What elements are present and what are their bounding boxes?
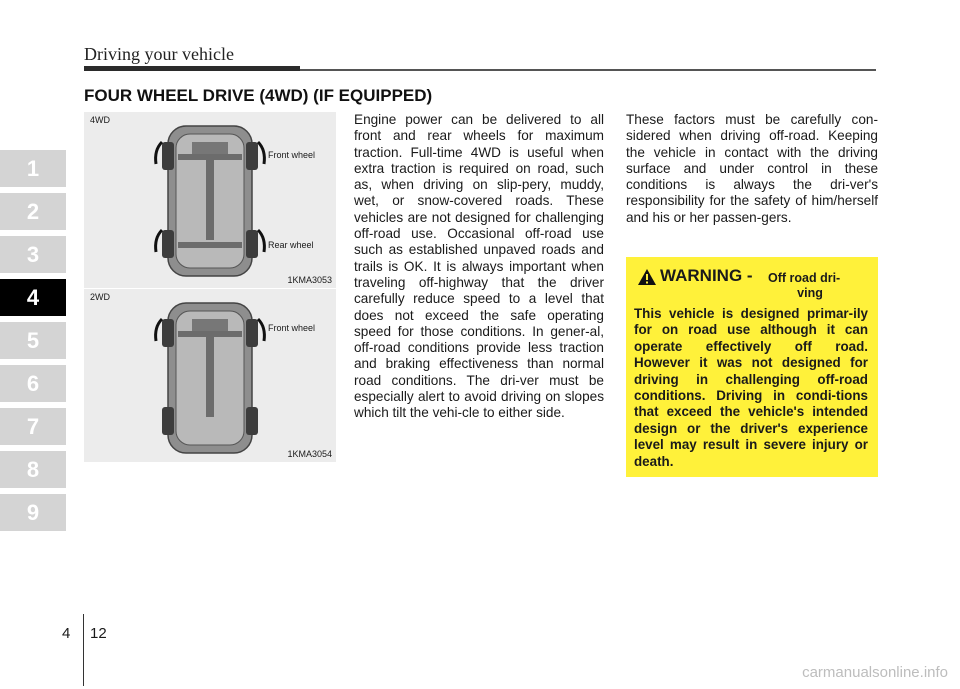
- header-rule-thick: [84, 66, 300, 71]
- figure-code: 1KMA3054: [287, 449, 332, 459]
- warning-triangle-icon: [638, 269, 656, 285]
- figure-label: 4WD: [90, 115, 110, 125]
- warning-box: [626, 257, 878, 477]
- warning-subtitle: Off road dri-: [768, 271, 841, 285]
- section-title: FOUR WHEEL DRIVE (4WD) (IF EQUIPPED): [84, 86, 433, 105]
- figure-code: 1KMA3053: [287, 275, 332, 285]
- chapter-tab-7[interactable]: 7: [0, 408, 66, 445]
- header-title: Driving your vehicle: [84, 44, 234, 64]
- front-wheel-callout: Front wheel: [268, 150, 316, 160]
- page-number: 12: [90, 625, 107, 642]
- warning-text: This vehicle is designed primar-ily for on road use although it can operate effectively off road. However it was not designed for driving in challenging off-road conditions. Driving in condi-tions that exceed the vehicle's intended design or the driver's experience level may result in severe injury or death.: [634, 306, 868, 469]
- chapter-tab-6[interactable]: 6: [0, 365, 66, 402]
- car-topview-4wd-illustration: [148, 120, 272, 280]
- page-chapter-number: 4: [62, 625, 71, 642]
- body-text-column-2: These factors must be carefully con-sidered when driving off-road. Keeping the vehicle in contact with the driving surface and under control in these conditions is always the dri-ver's responsibility for the safety of him/herself and his or her passen-gers.: [626, 112, 878, 225]
- warning-subtitle-continued: ving: [797, 286, 823, 300]
- chapter-tab-1[interactable]: 1: [0, 150, 66, 187]
- figure-2wd: [84, 289, 336, 462]
- front-wheel-callout: Front wheel: [268, 323, 316, 333]
- chapter-tab-3[interactable]: 3: [0, 236, 66, 273]
- header-rule-thin: [300, 69, 876, 71]
- warning-title: WARNING -: [660, 266, 753, 285]
- figure-label: 2WD: [90, 292, 110, 302]
- watermark: carmanualsonline.info: [802, 664, 948, 681]
- chapter-tab-8[interactable]: 8: [0, 451, 66, 488]
- chapter-tab-4[interactable]: 4: [0, 279, 66, 316]
- figure-4wd: [84, 112, 336, 288]
- body-text-column-1: Engine power can be delivered to all front and rear wheels for maximum traction. Full-time 4WD is useful when extra traction is required on road, such as, when driving on slip-pery, muddy, wet, or snow-covered roads. These vehicles are not designed for challenging off-road use. Occasional off-road use such as established unpaved roads and trails is OK. It is always important when traveling off-highway that the driver carefully reduce speed to a level that does not exceed the safe operating speed for those conditions. In gener-al, off-road conditions provide less traction and braking effectiveness than normal road conditions. The dri-ver must be especially alert to avoid driving on slopes which tilt the vehi-cle to either side.: [354, 112, 604, 421]
- rear-wheel-callout: Rear wheel: [268, 240, 314, 250]
- footer-separator: [83, 614, 84, 686]
- chapter-tab-5[interactable]: 5: [0, 322, 66, 359]
- chapter-tab-9[interactable]: 9: [0, 494, 66, 531]
- chapter-tab-2[interactable]: 2: [0, 193, 66, 230]
- car-topview-2wd-illustration: [148, 297, 272, 457]
